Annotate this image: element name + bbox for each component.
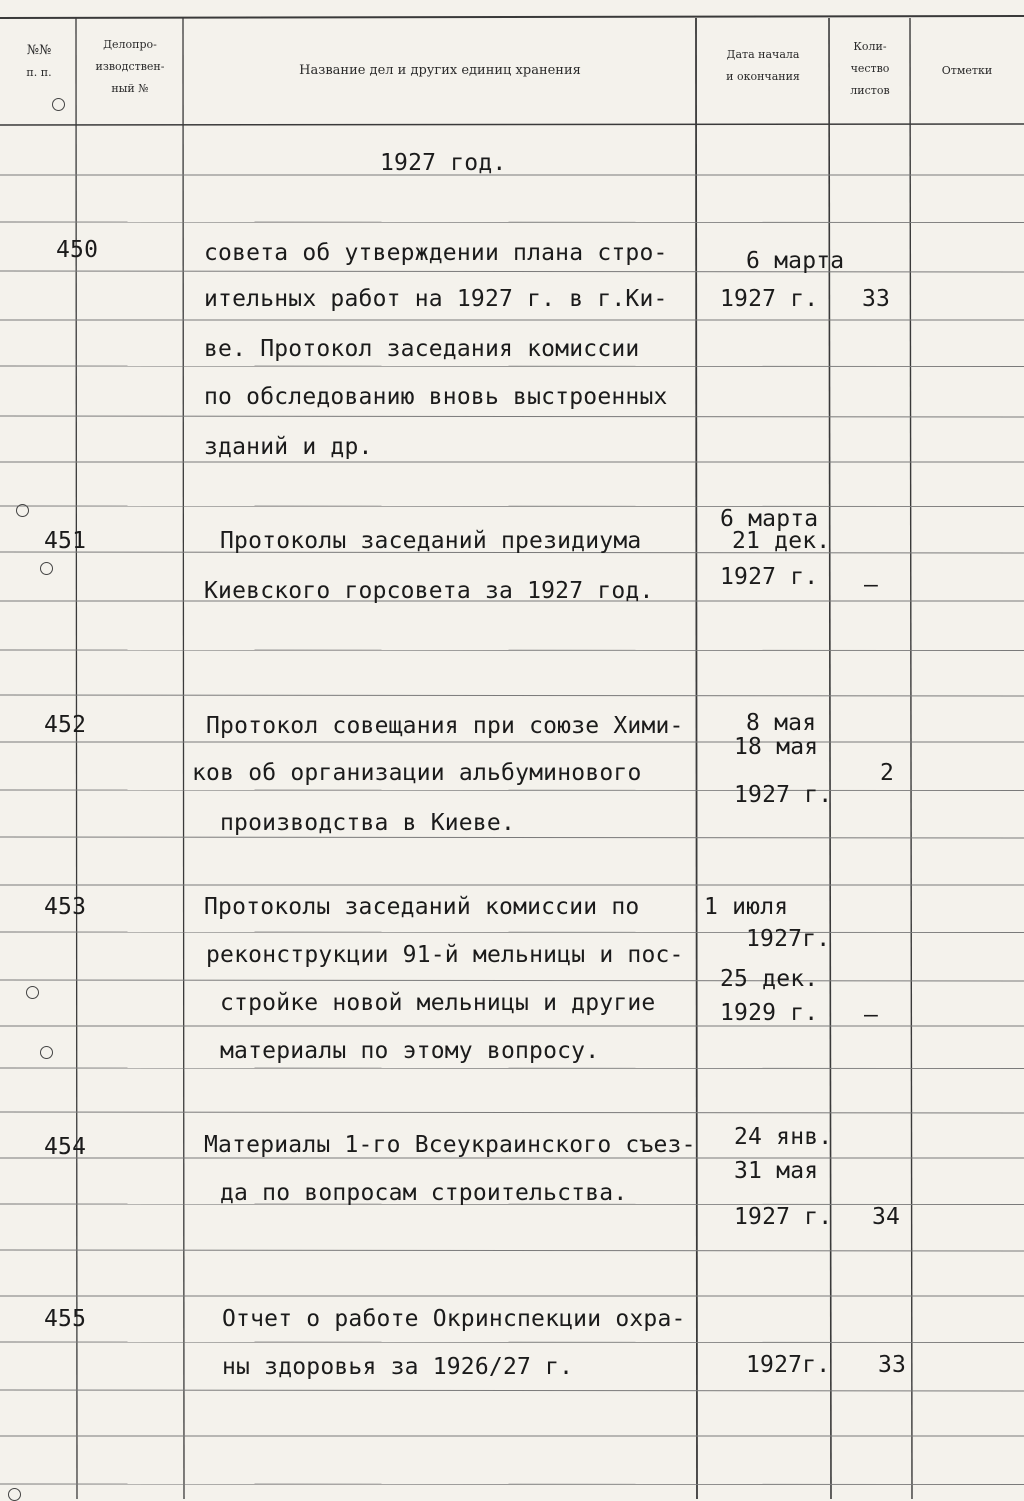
entry-title-line: ве. Протокол заседания комиссии [204, 336, 640, 362]
entry-number: 452 [44, 712, 87, 738]
entry-date-line: 6 марта [720, 506, 819, 532]
entry-sheet-count: 34 [872, 1204, 901, 1230]
entry-date-line: 1927г. [746, 1352, 831, 1378]
header-office-line2: изводствен- [95, 60, 165, 73]
entry-title-line: Отчет о работе Окринспекции охра- [222, 1306, 686, 1332]
entry-date-line: 18 мая [734, 734, 819, 760]
header-sheets-line2: чество [850, 62, 890, 75]
entry-date-line: 1927 г. [734, 1204, 833, 1230]
ruled-line [0, 932, 1024, 933]
ruled-line [0, 837, 1024, 838]
header-office-line1: Делопро- [103, 38, 157, 51]
entry-date-line: 1927 г. [720, 564, 819, 590]
year-heading: 1927 год. [380, 150, 507, 176]
header-col-office-number [80, 34, 180, 100]
entry-title-line: ительных работ на 1927 г. в г.Ки- [204, 286, 668, 312]
entry-title-line: материалы по этому вопросу. [220, 1038, 600, 1064]
ruled-line [0, 366, 1024, 367]
entry-title-line: Материалы 1-го Всеукраинского съез- [204, 1132, 696, 1158]
entry-date-line: 31 мая [734, 1158, 819, 1184]
entry-title-line: совета об утверждении плана стро- [204, 240, 668, 266]
entry-title-line: да по вопросам строительства. [220, 1180, 628, 1206]
entry-sheet-count: 33 [878, 1352, 907, 1378]
ruled-line [0, 1390, 1024, 1391]
header-col-dates [699, 44, 827, 88]
entry-number: 453 [44, 894, 87, 920]
ruled-line [0, 1250, 1024, 1251]
ruled-line [0, 416, 1024, 417]
entry-title-line: стройке новой мельницы и другие [220, 990, 656, 1016]
ruled-line [0, 790, 1024, 791]
entry-date-line: 1 июля [704, 894, 789, 920]
entry-sheet-count: – [864, 1002, 879, 1028]
entry-title-line: Протокол совещания при союзе Хими- [206, 713, 684, 739]
ruled-line [0, 271, 1024, 272]
entry-title-line: ков об организации альбуминового [192, 760, 642, 786]
ruled-line [0, 1342, 1024, 1343]
binder-hole [8, 1488, 21, 1501]
header-sheets-line3: листов [850, 84, 890, 97]
binder-hole [16, 504, 29, 517]
binder-hole [40, 1046, 53, 1059]
entry-sheet-count: 33 [862, 286, 891, 312]
header-office-line3: ный № [111, 82, 149, 95]
entry-date-line: 6 марта [746, 248, 845, 274]
entry-title-line: реконструкции 91-й мельницы и пос- [206, 942, 684, 968]
entry-sheet-count: 2 [880, 760, 895, 786]
entry-title-line: Киевского горсовета за 1927 год. [204, 578, 654, 604]
header-dates-line1: Дата начала [726, 48, 800, 61]
entry-date-line: 21 дек. [732, 528, 831, 554]
entry-title-line: зданий и др. [204, 434, 373, 460]
ruled-line [0, 1068, 1024, 1069]
header-sheets-line1: Коли- [853, 40, 887, 53]
ruled-line [0, 980, 1024, 981]
entry-title-line: по обследованию вновь выстроенных [204, 384, 668, 410]
entry-number: 454 [44, 1134, 87, 1160]
entry-date-line: 1929 г. [720, 1000, 819, 1026]
entry-date-line: 24 янв. [734, 1124, 833, 1150]
entry-title-line: ны здоровья за 1926/27 г. [222, 1354, 574, 1380]
header-col-number [6, 40, 72, 84]
binder-hole [52, 98, 65, 111]
header-number-line1: №№ [26, 43, 52, 58]
binder-hole [26, 986, 39, 999]
ruled-line [0, 1112, 1024, 1113]
entry-date-line: 1927 г. [720, 286, 819, 312]
entry-date-line: 25 дек. [720, 966, 819, 992]
header-dates-line2: и окончания [726, 70, 800, 83]
entry-date-line: 1927г. [746, 926, 831, 952]
binder-hole [40, 562, 53, 575]
entry-date-line: 1927 г. [734, 782, 833, 808]
ruled-line [0, 222, 1024, 223]
entry-sheet-count: – [864, 572, 879, 598]
header-number-line2: п. п. [26, 66, 52, 79]
ruled-line [0, 1484, 1024, 1485]
entry-title-line: Протоколы заседаний президиума [220, 528, 642, 554]
header-col-title: Название дел и других единиц хранения [299, 63, 581, 78]
header-col-sheets [832, 36, 908, 102]
ruled-line [0, 695, 1024, 696]
entry-date-line: 8 мая [746, 710, 817, 736]
entry-title-line: производства в Киеве. [220, 810, 515, 836]
entry-title-line: Протоколы заседаний комиссии по [204, 894, 640, 920]
ruled-line [0, 506, 1024, 507]
ruled-line [0, 650, 1024, 651]
entry-number: 451 [44, 528, 87, 554]
entry-number: 450 [56, 237, 99, 263]
header-col-notes: Отметки [941, 64, 993, 77]
entry-number: 455 [44, 1306, 87, 1332]
